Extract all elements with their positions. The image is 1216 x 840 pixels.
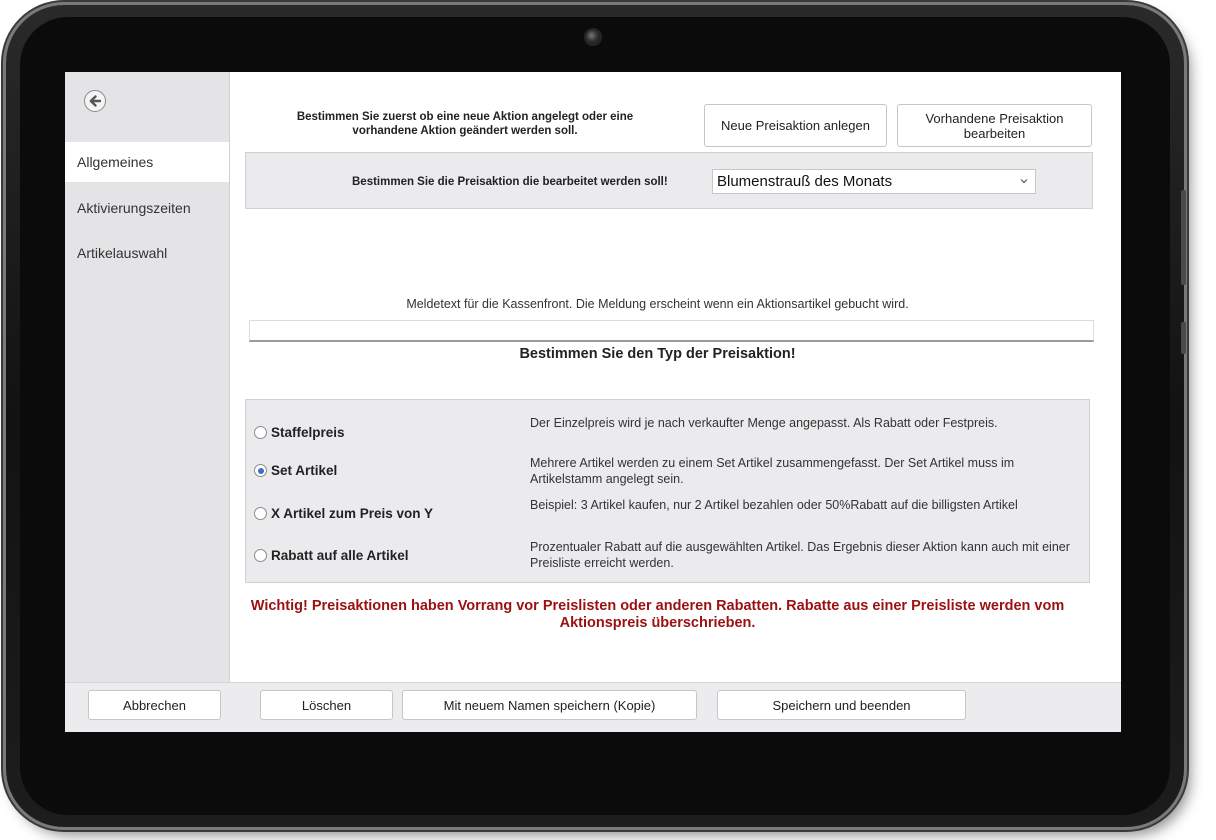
type-options-panel (245, 399, 1090, 583)
camera-icon (586, 30, 600, 44)
volume-button (1181, 190, 1186, 285)
sidebar (65, 72, 230, 682)
option-label: Rabatt auf alle Artikel (271, 548, 409, 563)
action-dropdown[interactable] (712, 169, 1036, 194)
sidebar-item-allgemeines[interactable]: Allgemeines (65, 142, 229, 182)
sidebar-item-aktivierungszeiten[interactable]: Aktivierungszeiten (77, 200, 191, 216)
power-button (1181, 322, 1186, 354)
type-heading: Bestimmen Sie den Typ der Preisaktion! (519, 346, 796, 362)
cancel-button[interactable]: Abbrechen (88, 690, 221, 720)
option-label: Set Artikel (271, 463, 338, 478)
footer-bar (65, 682, 1121, 732)
back-arrow-icon (88, 94, 102, 108)
action-select-panel (245, 152, 1093, 209)
main-content (230, 72, 1121, 682)
radio-staffelpreis[interactable] (254, 426, 267, 439)
message-input[interactable] (249, 320, 1094, 342)
edit-action-button[interactable]: Vorhandene Preisaktion bearbeiten (897, 104, 1092, 147)
intro-text: Bestimmen Sie zuerst ob eine neue Aktion angelegt oder eine vorhandene Aktion geändert werden soll. (296, 111, 634, 137)
radio-set-artikel[interactable] (254, 464, 267, 477)
option-description: Beispiel: 3 Artikel kaufen, nur 2 Artikel bezahlen oder 50%Rabatt auf die billigsten Artikel (530, 498, 1018, 512)
new-action-button[interactable]: Neue Preisaktion anlegen (704, 104, 887, 147)
option-description: Der Einzelpreis wird je nach verkaufter Menge angepasst. Als Rabatt oder Festpreis. (530, 416, 998, 430)
option-label: X Artikel zum Preis von Y (271, 506, 434, 521)
option-description: Mehrere Artikel werden zu einem Set Artikel zusammengefasst. Der Set Artikel muss im Artikelstamm angelegt sein. (530, 456, 1015, 486)
save-exit-button[interactable]: Speichern und beenden (717, 690, 966, 720)
option-label: Staffelpreis (271, 425, 345, 440)
delete-button[interactable]: Löschen (260, 690, 393, 720)
dropdown-value: Blumenstrauß des Monats (717, 173, 893, 190)
app-screen (65, 72, 1121, 732)
option-description: Prozentualer Rabatt auf die ausgewählten Artikel. Das Ergebnis dieser Aktion kann auch mit einer Preisliste erreicht werden. (530, 540, 1070, 570)
chevron-down-icon (1019, 176, 1029, 186)
warning-text: Wichtig! Preisaktionen haben Vorrang vor Preislisten oder anderen Rabatten. Rabatte aus einer Preisliste werden vom Aktionspreis überschrieben. (250, 598, 1065, 631)
sidebar-item-artikelauswahl[interactable]: Artikelauswahl (77, 245, 168, 261)
radio-rabatt[interactable] (254, 549, 267, 562)
back-button[interactable] (84, 90, 106, 112)
radio-x-artikel[interactable] (254, 507, 267, 520)
save-copy-button[interactable]: Mit neuem Namen speichern (Kopie) (402, 690, 697, 720)
message-label: Meldetext für die Kassenfront. Die Meldung erscheint wenn ein Aktionsartikel gebucht wird. (406, 297, 909, 311)
select-label: Bestimmen Sie die Preisaktion die bearbeitet werden soll! (352, 176, 668, 188)
